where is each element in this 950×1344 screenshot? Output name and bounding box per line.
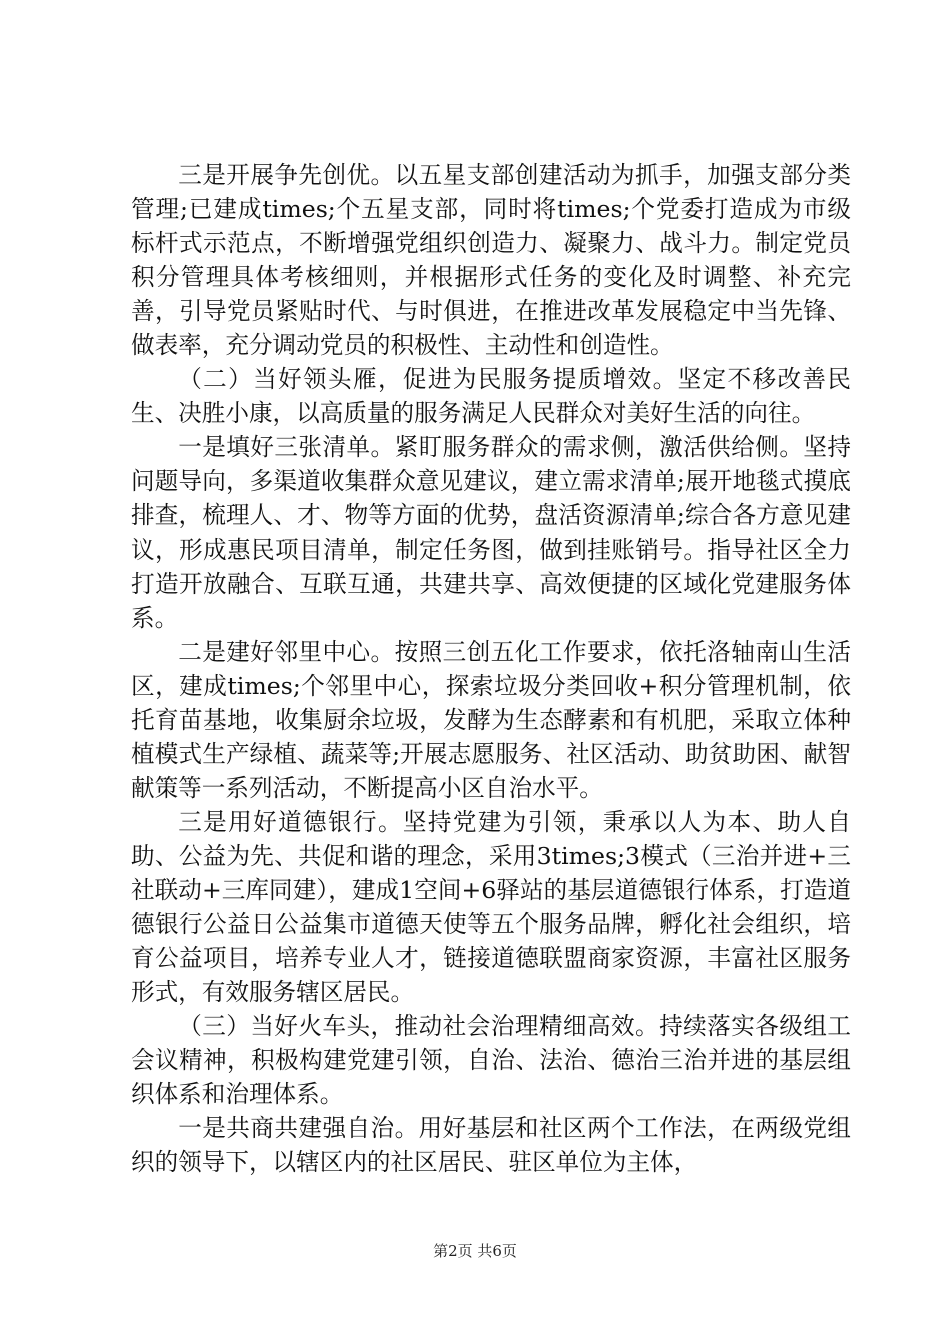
paragraph-star-branch: 三是开展争先创优。以五星支部创建活动为抓手，加强支部分类管理;已建成times;个五星支部，同时将times;个党委打造成为市级标杆式示范点，不断增强党组织创造力、凝聚力、战斗力。制定党员积分管理具体考核细则，并根据形式任务的变化及时调整、补充完善，引导党员紧贴时代、与时俱进，在推进改革发展稳定中当先锋、做表率，充分调动党员的积极性、主动性和创造性。 xyxy=(131,161,851,360)
paragraph-section-two-heading: （二）当好领头雁，促进为民服务提质增效。坚定不移改善民生、决胜小康，以高质量的服务满足人民群众对美好生活的向往。 xyxy=(131,365,851,428)
paragraph-moral-bank: 三是用好道德银行。坚持党建为引领，秉承以人为本、助人自助、公益为先、共促和谐的理念，采用3times;3模式（三治并进+三社联动+三库同建），建成1空间+6驿站的基层道德银行体系，打造道德银行公益日公益集市道德天使等五个服务品牌，孵化社会组织，培育公益项目，培养专业人才，链接道德联盟商家资源，丰富社区服务形式，有效服务辖区居民。 xyxy=(131,807,851,1007)
document-body xyxy=(131,158,851,1179)
paragraph-section-three-heading: （三）当好火车头，推动社会治理精细高效。持续落实各级组工会议精神，积极构建党建引领，自治、法治、德治三治并进的基层组织体系和治理体系。 xyxy=(131,1012,851,1109)
paragraph-neighborhood-center: 二是建好邻里中心。按照三创五化工作要求，依托洛轴南山生活区，建成times;个邻里中心，探索垃圾分类回收+积分管理机制，依托育苗基地，收集厨余垃圾，发酵为生态酵素和有机肥，采取立体种植模式生产绿植、蔬菜等;开展志愿服务、社区活动、助贫助困、献智献策等一系列活动，不断提高小区自治水平。 xyxy=(131,637,851,802)
paragraph-co-governance: 一是共商共建强自治。用好基层和社区两个工作法，在两级党组织的领导下，以辖区内的社区居民、驻区单位为主体， xyxy=(131,1114,851,1177)
paragraph-three-lists: 一是填好三张清单。紧盯服务群众的需求侧，激活供给侧。坚持问题导向，多渠道收集群众意见建议，建立需求清单;展开地毯式摸底排查，梳理人、才、物等方面的优势，盘活资源清单;综合各方意见建议，形成惠民项目清单，制定任务图，做到挂账销号。指导社区全力打造开放融合、互联互通，共建共享、高效便捷的区域化党建服务体系。 xyxy=(131,433,851,632)
page-number-footer: 第2页 共6页 xyxy=(433,1242,517,1260)
